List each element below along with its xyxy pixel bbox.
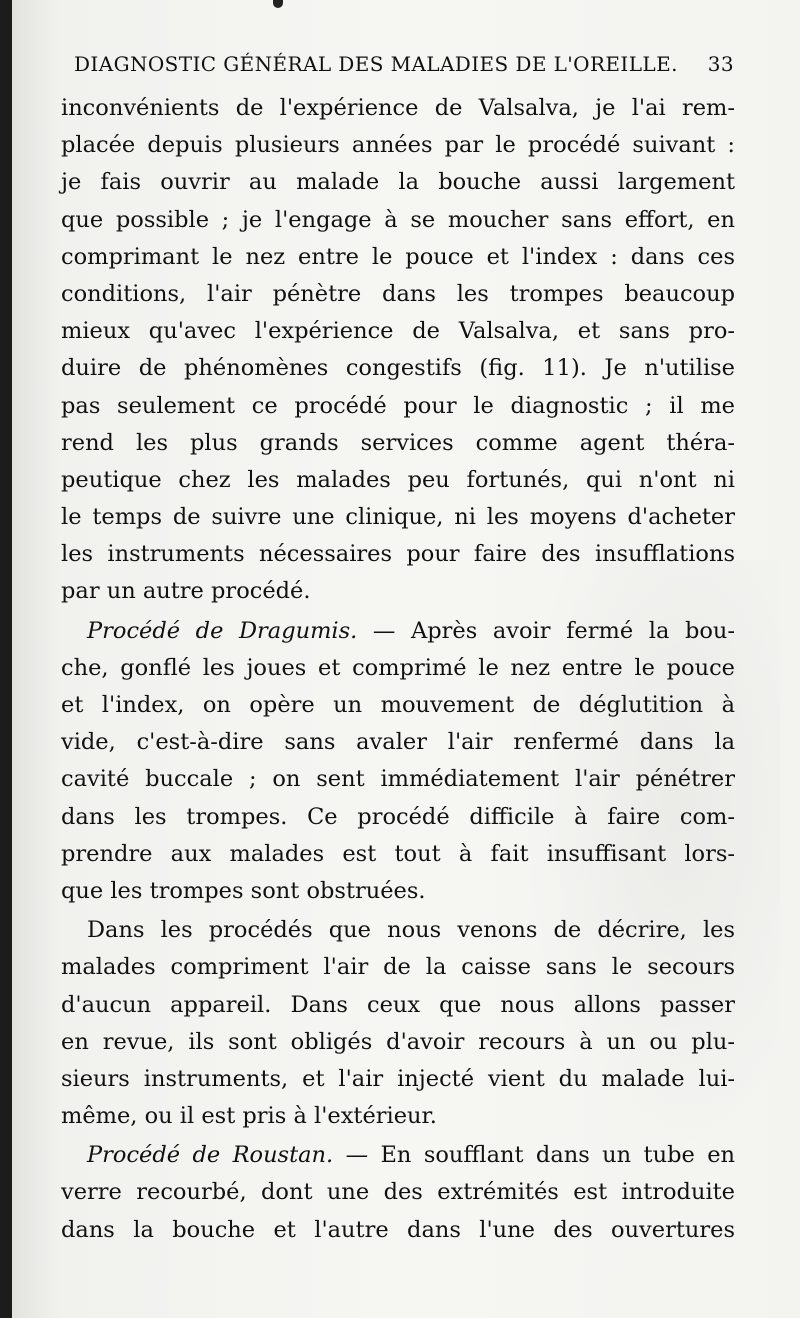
text-line: d'aucun appareil. Dans ceux que nous allons passer — [61, 991, 735, 1018]
text-line: cavité buccale ; on sent immédiatement l'air pénétrer — [61, 766, 735, 793]
text-line: peutique chez les malades peu fortunés, qui n'ont ni — [61, 466, 735, 493]
text-line: même, ou il est pris à l'extérieur. — [61, 1103, 437, 1130]
section-heading-roustan: Procédé de Roustan. — [87, 1142, 334, 1169]
text-line: le temps de suivre une clinique, ni les moyens d'acheter — [61, 504, 735, 531]
text-line: malades compriment l'air de la caisse sans le secours — [61, 954, 735, 981]
dragumis-first-line — [61, 613, 735, 650]
text-line: inconvénients de l'expérience de Valsalva, je l'ai rem- — [61, 95, 735, 121]
page-number: 33 — [707, 52, 734, 76]
text-line: placée depuis plusieurs années par le procédé suivant : — [61, 132, 735, 159]
body-text — [61, 90, 735, 1249]
text-line: en revue, ils sont obligés d'avoir recours à un ou plu- — [61, 1028, 735, 1055]
running-head-title: DIAGNOSTIC GÉNÉRAL DES MALADIES DE L'OREILLE. — [74, 52, 678, 76]
top-ink-mark — [273, 0, 283, 8]
text-line: che, gonflé les joues et comprimé le nez entre le pouce — [61, 654, 735, 681]
text-line: par un autre procédé. — [61, 578, 311, 605]
text-line: mieux qu'avec l'expérience de Valsalva, et sans pro- — [61, 318, 735, 345]
text-line: je fais ouvrir au malade la bouche aussi largement — [61, 169, 735, 196]
roustan-first-line — [61, 1137, 735, 1174]
text-line: vide, c'est-à-dire sans avaler l'air renfermé dans la — [61, 729, 735, 756]
text-line: Dans les procédés que nous venons de décrire, les — [87, 917, 735, 944]
text-line: les instruments nécessaires pour faire des insufflations — [61, 541, 735, 568]
text-line: verre recourbé, dont une des extrémités est introduite — [61, 1179, 735, 1206]
book-page — [12, 0, 800, 1318]
text-line: prendre aux malades est tout à fait insuffisant lors- — [61, 840, 735, 867]
text-line: sieurs instruments, et l'air injecté vient du malade lui- — [61, 1065, 735, 1092]
text-line: et l'index, on opère un mouvement de déglutition à — [61, 692, 735, 718]
section-heading-dragumis: Procédé de Dragumis. — [87, 617, 358, 644]
dragumis-first-line-rest: — Après avoir fermé la bou- — [357, 617, 735, 644]
text-line: que possible ; je l'engage à se moucher sans effort, en — [61, 206, 735, 233]
text-line: dans les trompes. Ce procédé difficile à faire com- — [61, 803, 735, 830]
text-line: rend les plus grands services comme agent théra- — [61, 429, 735, 456]
text-line: que les trompes sont obstruées. — [61, 877, 426, 904]
text-line: dans la bouche et l'autre dans l'une des ouvertures — [61, 1216, 735, 1243]
running-head — [74, 52, 734, 82]
roustan-first-line-rest: — En soufflant dans un tube en — [333, 1142, 735, 1169]
text-line: pas seulement ce procédé pour le diagnostic ; il me — [61, 392, 735, 419]
text-line: conditions, l'air pénètre dans les trompes beaucoup — [61, 280, 735, 307]
text-line: comprimant le nez entre le pouce et l'index : dans ces — [61, 243, 735, 270]
text-line: duire de phénomènes congestifs (fig. 11). Je n'utilise — [61, 355, 735, 382]
